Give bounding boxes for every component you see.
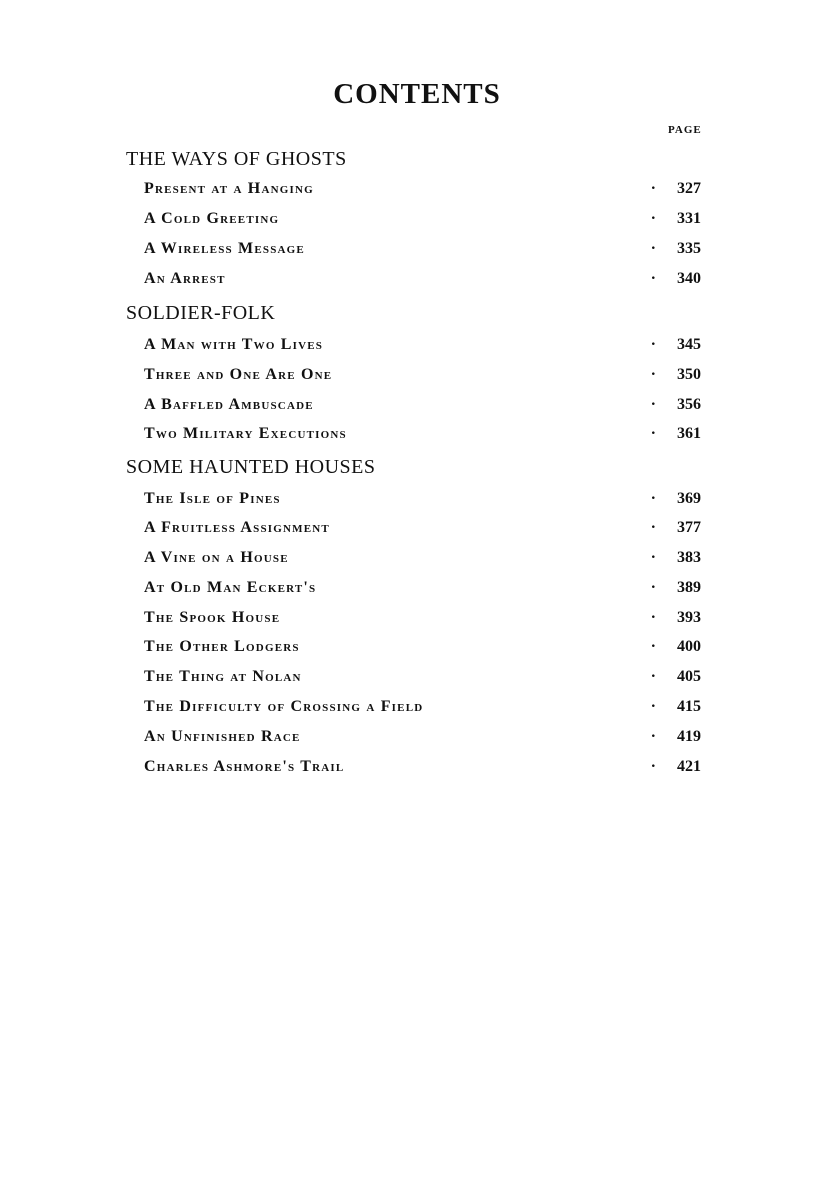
- toc-entry[interactable]: [144, 609, 714, 633]
- entry-title: The Difficulty of Crossing a Field: [144, 698, 424, 715]
- toc-entry[interactable]: [144, 336, 714, 360]
- entry-title: The Spook House: [144, 609, 281, 626]
- entry-title: The Other Lodgers: [144, 638, 300, 655]
- entry-title: Three and One Are One: [144, 366, 333, 383]
- leader-dots: ·: [650, 698, 656, 715]
- page-number: 405: [677, 668, 701, 685]
- toc-entry[interactable]: [144, 366, 714, 390]
- leader-dots: ·: [650, 270, 656, 287]
- toc-entry[interactable]: [144, 270, 714, 294]
- page-number: 369: [677, 490, 701, 507]
- toc-entry[interactable]: [144, 758, 714, 782]
- toc-entry[interactable]: [144, 698, 714, 722]
- leader-dots: ·: [650, 609, 656, 626]
- page-number: 400: [677, 638, 701, 655]
- entry-title: The Thing at Nolan: [144, 668, 302, 685]
- toc-entry[interactable]: [144, 728, 714, 752]
- entry-title: A Fruitless Assignment: [144, 519, 330, 536]
- page-number: 389: [677, 579, 701, 596]
- page-number: 415: [677, 698, 701, 715]
- toc-entry[interactable]: [144, 638, 714, 662]
- leader-dots: ·: [650, 638, 656, 655]
- section-heading: SOLDIER-FOLK: [126, 302, 276, 324]
- leader-dots: ·: [650, 758, 656, 775]
- section-heading: SOME HAUNTED HOUSES: [126, 456, 376, 478]
- entry-title: At Old Man Eckert's: [144, 579, 317, 596]
- toc-entry[interactable]: [144, 396, 714, 420]
- leader-dots: ·: [650, 728, 656, 745]
- page-number: 421: [677, 758, 701, 775]
- leader-dots: ·: [650, 490, 656, 507]
- toc-entry[interactable]: [144, 180, 714, 204]
- leader-dots: ·: [650, 336, 656, 353]
- page-number: 361: [677, 425, 701, 442]
- leader-dots: ·: [650, 180, 656, 197]
- page-number: 335: [677, 240, 701, 257]
- page-number: 419: [677, 728, 701, 745]
- leader-dots: ·: [650, 668, 656, 685]
- leader-dots: ·: [650, 579, 656, 596]
- leader-dots: ·: [650, 519, 656, 536]
- toc-entry[interactable]: [144, 240, 714, 264]
- page-column-label: PAGE: [668, 124, 702, 136]
- page-number: 393: [677, 609, 701, 626]
- toc-entry[interactable]: [144, 210, 714, 234]
- toc-entry[interactable]: [144, 579, 714, 603]
- entry-title: A Man with Two Lives: [144, 336, 324, 353]
- section-heading: THE WAYS OF GHOSTS: [126, 148, 347, 170]
- page-number: 345: [677, 336, 701, 353]
- page-number: 350: [677, 366, 701, 383]
- entry-title: Two Military Executions: [144, 425, 347, 442]
- toc-entry[interactable]: [144, 490, 714, 514]
- page-number: 340: [677, 270, 701, 287]
- page-number: 331: [677, 210, 701, 227]
- leader-dots: ·: [650, 240, 656, 257]
- leader-dots: ·: [650, 425, 656, 442]
- leader-dots: ·: [650, 549, 656, 566]
- toc-entry[interactable]: [144, 549, 714, 573]
- page-number: 383: [677, 549, 701, 566]
- leader-dots: ·: [650, 210, 656, 227]
- entry-title: An Arrest: [144, 270, 226, 287]
- entry-title: The Isle of Pines: [144, 490, 281, 507]
- leader-dots: ·: [650, 366, 656, 383]
- entry-title: Charles Ashmore's Trail: [144, 758, 345, 775]
- page-number: 327: [677, 180, 701, 197]
- page-title: CONTENTS: [333, 78, 501, 110]
- entry-title: A Vine on a House: [144, 549, 289, 566]
- leader-dots: ·: [650, 396, 656, 413]
- toc-entry[interactable]: [144, 519, 714, 543]
- entry-title: A Cold Greeting: [144, 210, 280, 227]
- toc-entry[interactable]: [144, 425, 714, 449]
- entry-title: A Baffled Ambuscade: [144, 396, 314, 413]
- entry-title: An Unfinished Race: [144, 728, 301, 745]
- entry-title: A Wireless Message: [144, 240, 305, 257]
- toc-entry[interactable]: [144, 668, 714, 692]
- entry-title: Present at a Hanging: [144, 180, 314, 197]
- page-number: 377: [677, 519, 701, 536]
- page-number: 356: [677, 396, 701, 413]
